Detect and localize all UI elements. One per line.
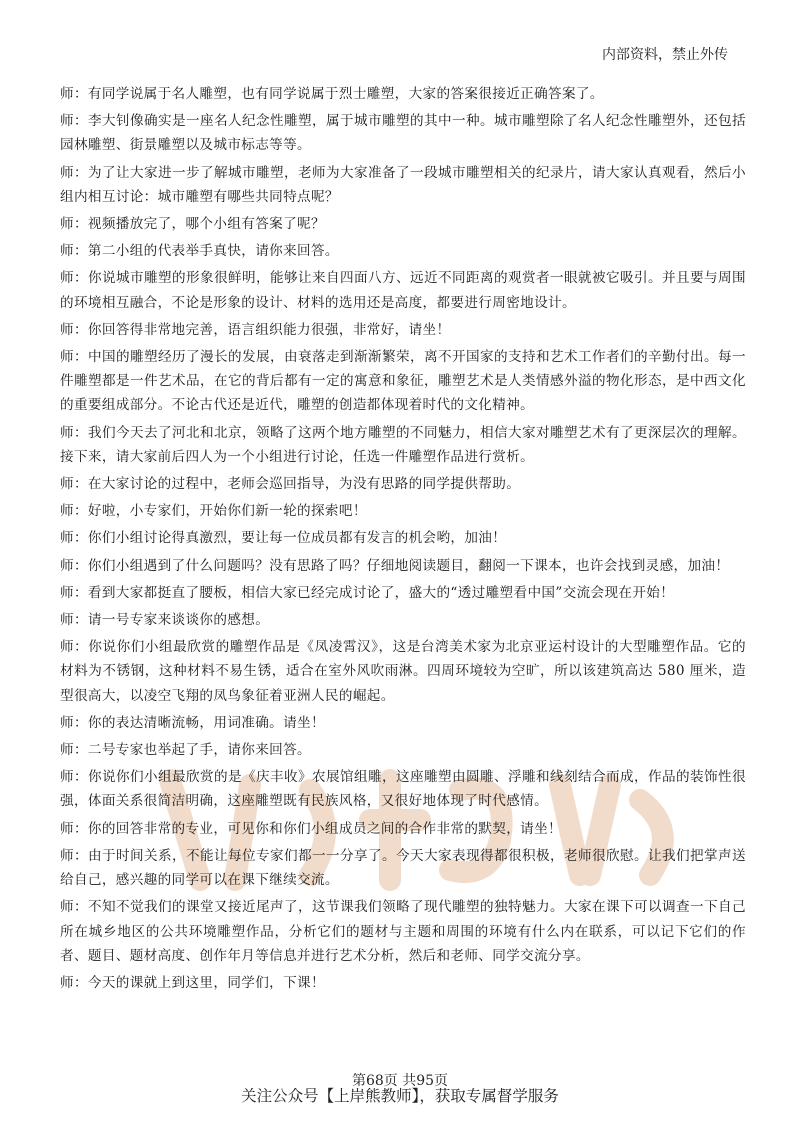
transcript-paragraph: 师：李大钊像确实是一座名人纪念性雕塑，属于城市雕塑的其中一种。城市雕塑除了名人纪念性雕塑外，还包括园林雕塑、街景雕塑以及城市标志等等。 bbox=[60, 113, 746, 154]
transcript-paragraph: 师：你的回答非常的专业，可见你和你们小组成员之间的合作非常的默契，请坐！ bbox=[60, 820, 562, 837]
transcript-paragraph: 师：不知不觉我们的课堂又接近尾声了，这节课我们领略了现代雕塑的独特魅力。大家在课下可以调查一下自己所在城乡地区的公共环境雕塑作品，分析它们的题材与主题和周围的环境有什么内在联系，可以记下它们的作者、题目、题材高度、创作年月等信息并进行艺术分析，然后和老师、同学交流分享。 bbox=[60, 899, 746, 964]
transcript-paragraph: 师：你说你们小组最欣赏的是《庆丰收》农展馆组雕，这座雕塑由圆雕、浮雕和线刻结合而成，作品的装饰性很强，体面关系很简洁明确，这座雕塑既有民族风格，又很好地体现了时代感情。 bbox=[60, 769, 746, 810]
transcript-paragraph: 师：你回答得非常地完善，语言组织能力很强，非常好，请坐！ bbox=[60, 321, 451, 338]
transcript-paragraph: 师：中国的雕塑经历了漫长的发展，由衰落走到渐渐繁荣，离不开国家的支持和艺术工作者们的辛勤付出。每一件雕塑都是一件艺术品，在它的背后都有一定的寓意和象征，雕塑艺术是人类情感外溢的物化形态，是中西文化的重要组成部分。不论古代还是近代，雕塑的创造都体现着时代的文化精神。 bbox=[60, 349, 746, 414]
transcript-paragraph: 师：有同学说属于名人雕塑，也有同学说属于烈士雕塑，大家的答案很接近正确答案了。 bbox=[60, 86, 604, 102]
transcript-paragraph: 师：你们小组讨论得真激烈，要让每一位成员都有发言的机会哟，加油！ bbox=[60, 530, 507, 547]
confidential-notice: 内部资料，禁止外传 bbox=[602, 47, 728, 63]
transcript-paragraph: 师：由于时间关系，不能让每位专家们都一一分享了。今天大家表现得都很积极，老师很欣慰。让我们把掌声送给自己，感兴趣的同学可以在课下继续交流。 bbox=[60, 847, 746, 889]
transcript-paragraph: 师：在大家讨论的过程中，老师会巡回指导，为没有思路的同学提供帮助。 bbox=[60, 476, 521, 493]
transcript-paragraph: 师：你说你们小组最欣赏的雕塑作品是《凤凌霄汉》，这是台湾美术家为北京亚运村设计的大型雕塑作品。它的材料为不锈钢，这种材料不易生锈，适合在室外风吹雨淋。四周环境较为空旷，所以该建筑高达 580 厘米，造型很高大，以凌空飞翔的凤鸟象征着亚洲人民的崛起。 bbox=[60, 639, 746, 704]
transcript-paragraph: 师：第二小组的代表举手真快，请你来回答。 bbox=[60, 243, 339, 260]
transcript-paragraph: 师：你的表达清晰流畅，用词准确。请坐！ bbox=[60, 714, 325, 731]
transcript-paragraph: 师：请一号专家来谈谈你的感想。 bbox=[60, 612, 270, 629]
transcript-paragraph: 师：你说城市雕塑的形象很鲜明，能够让来自四面八方、远近不同距离的观赏者一眼就被它吸引。并且要与周围的环境相互融合，不论是形象的设计、材料的选用还是高度，都要进行周密地设计。 bbox=[60, 270, 746, 311]
transcript-paragraph: 师：好啦，小专家们，开始你们新一轮的探索吧！ bbox=[60, 503, 367, 520]
transcript-paragraph: 师：今天的课就上到这里，同学们，下课！ bbox=[60, 974, 325, 991]
page-number: 第68页 共95页 bbox=[351, 1073, 449, 1089]
transcript-paragraph: 师：看到大家都挺直了腰板，相信大家已经完成讨论了，盛大的“透过雕塑看中国”交流会现在开始！ bbox=[60, 584, 675, 601]
lesson-transcript bbox=[60, 82, 746, 998]
transcript-paragraph: 师：为了让大家进一步了解城市雕塑，老师为大家准备了一段城市雕塑相关的纪录片，请大家认真观看，然后小组内相互讨论：城市雕塑有哪些共同特点呢？ bbox=[60, 164, 746, 205]
transcript-paragraph: 师：二号专家也举起了手，请你来回答。 bbox=[60, 742, 311, 759]
transcript-paragraph: 师：你们小组遇到了什么问题吗？没有思路了吗？仔细地阅读题目，翻阅一下课本，也许会找到灵感，加油！ bbox=[60, 557, 730, 574]
footer-promo: 关注公众号【上岸熊教师】，获取专属督学服务 bbox=[241, 1087, 559, 1105]
transcript-paragraph: 师：我们今天去了河北和北京，领略了这两个地方雕塑的不同魅力，相信大家对雕塑艺术有了更深层次的理解。接下来，请大家前后四人为一个小组进行讨论，任选一件雕塑作品进行赏析。 bbox=[60, 424, 746, 465]
transcript-paragraph: 师：视频播放完了，哪个小组有答案了呢？ bbox=[60, 216, 325, 233]
